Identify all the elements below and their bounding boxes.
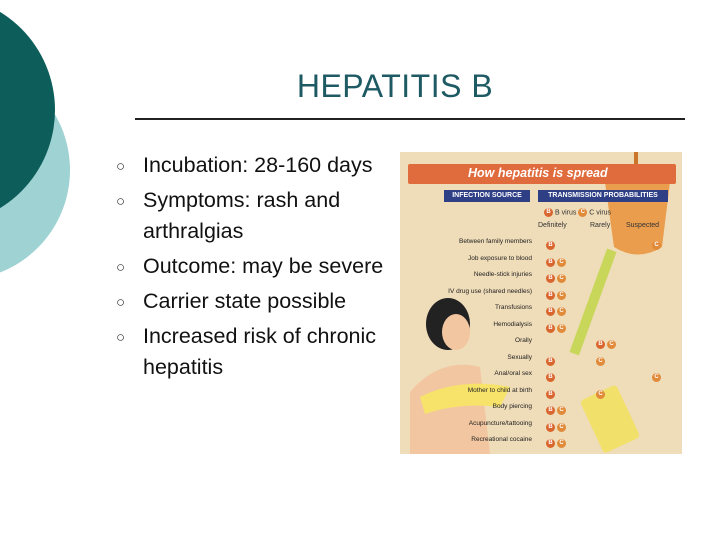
source-label: Body piercing	[492, 403, 532, 410]
bullet-list	[110, 150, 400, 387]
bullet-item	[110, 321, 400, 383]
c-virus-badge-icon: C	[557, 423, 566, 432]
b-virus-badge-icon: B	[546, 373, 555, 382]
b-virus-badge-icon: B	[546, 241, 555, 250]
slide-title: HEPATITIS B	[296, 68, 494, 104]
prob-cell-susp	[652, 237, 663, 255]
bullet-circle-icon: ○	[116, 259, 126, 276]
legend-b-label: B virus	[554, 209, 577, 217]
prob-cell-def	[546, 237, 557, 255]
c-virus-badge-icon: C	[557, 258, 566, 267]
col-definitely: Definitely	[538, 222, 567, 229]
prob-cell-rare	[596, 386, 607, 404]
c-virus-badge-icon: C	[578, 208, 587, 217]
b-virus-badge-icon: B	[546, 258, 555, 267]
prob-cell-def	[546, 386, 557, 404]
c-virus-badge-icon: C	[652, 373, 661, 382]
c-virus-badge-icon: C	[596, 357, 605, 366]
b-virus-badge-icon: B	[546, 291, 555, 300]
prob-cell-def	[546, 369, 557, 387]
prob-cell-def	[546, 419, 568, 437]
source-label: Acupuncture/tattooing	[468, 419, 532, 427]
source-label: Orally	[515, 337, 532, 344]
source-label: Hemodialysis	[493, 320, 532, 328]
c-virus-badge-icon: C	[557, 291, 566, 300]
b-virus-badge-icon: B	[546, 357, 555, 366]
bullet-text: Increased risk of chronic hepatitis	[143, 324, 377, 379]
col-suspected: Suspected	[626, 222, 660, 229]
source-label: Anal/oral sex	[494, 370, 532, 377]
source-label: Job exposure to blood	[468, 254, 532, 262]
c-virus-badge-icon: C	[557, 439, 566, 448]
b-virus-badge-icon: B	[546, 390, 555, 399]
prob-cell-def	[546, 303, 568, 321]
bullet-text: Carrier state possible	[143, 289, 347, 313]
b-virus-badge-icon: B	[546, 439, 555, 448]
bullet-text: Symptoms: rash and arthralgias	[143, 188, 341, 243]
transmission-prob-header: TRANSMISSION PROBABILITIES	[538, 190, 668, 202]
prob-cell-rare	[596, 336, 618, 354]
c-virus-badge-icon: C	[557, 274, 566, 283]
b-virus-badge-icon: B	[546, 324, 555, 333]
prob-cell-def	[546, 287, 568, 305]
bullet-circle-icon: ○	[116, 193, 126, 210]
prob-cell-def	[546, 402, 568, 420]
c-virus-badge-icon: C	[607, 340, 616, 349]
bullet-item	[110, 185, 400, 247]
source-label: IV drug use (shared needles)	[448, 287, 532, 295]
source-label: Needle-stick injuries	[473, 271, 532, 278]
figure-title: How hepatitis is spread	[468, 166, 608, 180]
b-virus-badge-icon: B	[546, 274, 555, 283]
b-virus-badge-icon: B	[596, 340, 605, 349]
decorative-circles	[0, 0, 120, 300]
bullet-item	[110, 251, 400, 282]
hepatitis-spread-figure	[400, 152, 682, 454]
b-virus-badge-icon: B	[546, 406, 555, 415]
col-rarely: Rarely	[590, 222, 611, 229]
source-label: Recreational cocaine	[471, 436, 532, 443]
legend	[544, 208, 611, 217]
bullet-text: Outcome: may be severe	[143, 254, 384, 278]
figure-banner	[408, 164, 676, 184]
prob-cell-def	[546, 254, 568, 272]
source-label: Mother to child at birth	[467, 386, 532, 394]
infection-source-header: INFECTION SOURCE	[444, 190, 530, 202]
b-virus-badge-icon: B	[546, 423, 555, 432]
legend-c-label: C virus	[589, 209, 612, 217]
source-label: Between family members	[459, 238, 532, 245]
source-label: Sexually	[507, 353, 532, 361]
prob-cell-susp	[652, 369, 663, 387]
c-virus-badge-icon: C	[557, 324, 566, 333]
b-virus-badge-icon: B	[546, 307, 555, 316]
prob-cell-def	[546, 435, 568, 453]
bullet-circle-icon: ○	[116, 329, 126, 346]
prob-cell-rare	[596, 353, 607, 371]
bullet-item	[110, 286, 400, 317]
title-divider	[135, 118, 685, 120]
bullet-circle-icon: ○	[116, 158, 126, 175]
prob-cell-def	[546, 270, 568, 288]
c-virus-badge-icon: C	[652, 241, 661, 250]
b-virus-badge-icon: B	[544, 208, 553, 217]
prob-cell-def	[546, 353, 557, 371]
bullet-item	[110, 150, 400, 181]
c-virus-badge-icon: C	[557, 406, 566, 415]
c-virus-badge-icon: C	[557, 307, 566, 316]
c-virus-badge-icon: C	[596, 390, 605, 399]
prob-cell-def	[546, 320, 568, 338]
source-label: Transfusions	[495, 304, 532, 311]
bullet-text: Incubation: 28-160 days	[143, 153, 373, 177]
bullet-circle-icon: ○	[116, 294, 126, 311]
